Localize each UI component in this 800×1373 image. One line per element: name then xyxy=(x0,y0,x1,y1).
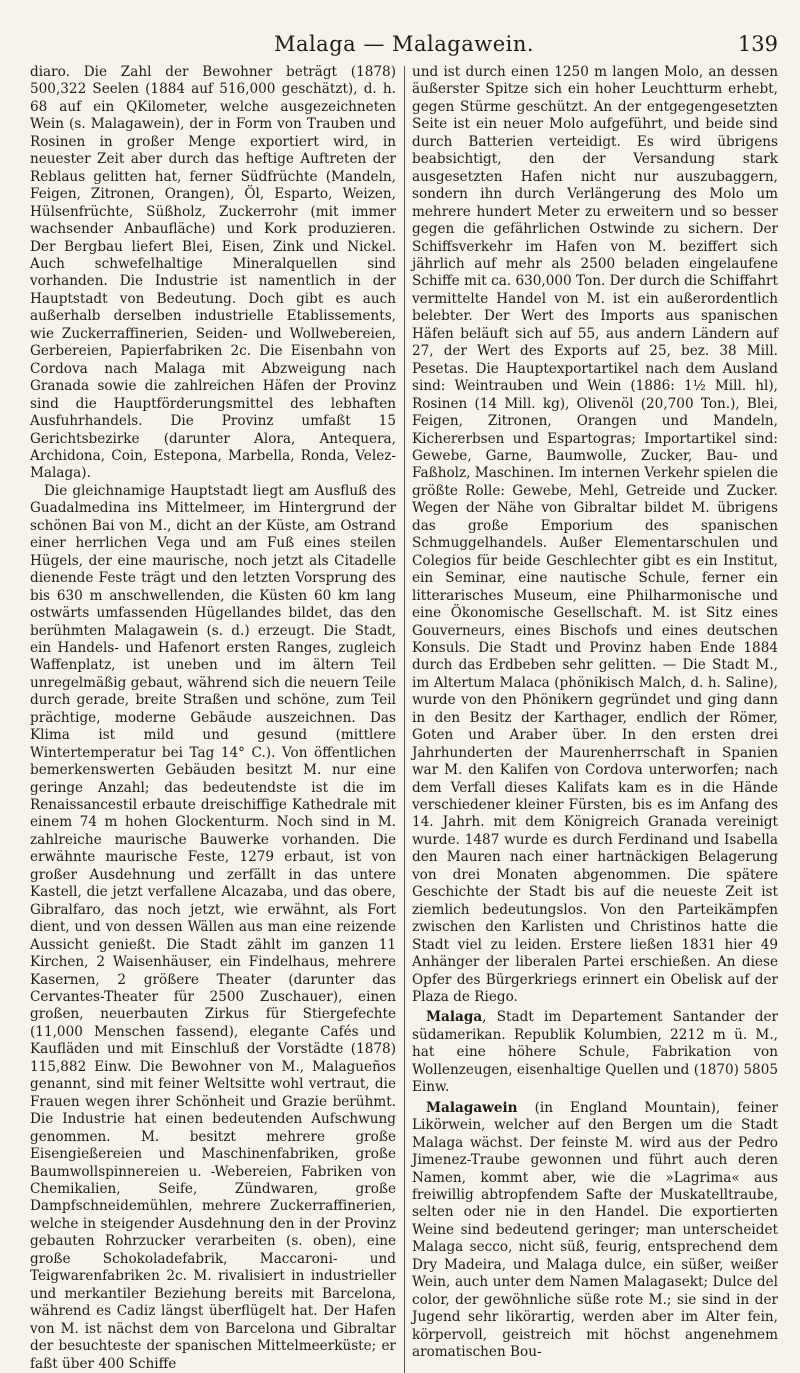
text-columns xyxy=(30,64,778,1373)
right-column xyxy=(412,64,778,1373)
paragraph-harbour-history: und ist durch einen 1250 m langen Molo, an dessen äußerster Spitze sich ein hoher Leuchtturm erhebt, gegen Stürme geschützt. An der entgegengesetzten Seite ist ein neuer Molo aufgeführt, und beide sind durch Batterien verteidigt. Es wird übrigens beabsichtigt, den der Versandung stark ausgesetzten Hafen nicht nur auszubaggern, sondern ihn durch Verlängerung des Molo um mehrere hundert Meter zu erweitern und so besser gegen die gefährlichen Ostwinde zu sichern. Der Schiffsverkehr im Hafen von M. beziffert sich jährlich auf mehr als 2500 beladen eingelaufene Schiffe mit ca. 630,000 Ton. Der durch die Schiffahrt vermittelte Handel von M. ist ein außerordentlich belebter. Der Wert des Imports aus spanischen Häfen beläuft sich auf 55, aus andern Ländern auf 27, der Wert des Exports auf 25, bez. 38 Mill. Pesetas. Die Hauptexportartikel nach dem Ausland sind: Weintrauben und Wein (1886: 1½ Mill. hl), Rosinen (14 Mill. kg), Olivenöl (20,700 Ton.), Blei, Feigen, Zitronen, Orangen und Mandeln, Kichererbsen und Espartogras; Importartikel sind: Gewebe, Garne, Baumwolle, Zucker, Bau- und Faßholz, Maschinen. Im internen Verkehr spielen die größte Rolle: Gewebe, Mehl, Getreide und Zucker. Wegen der Nähe von Gibraltar bildet M. übrigens das große Emporium des spanischen Schmuggelhandels. Außer Elementarschulen und Colegios für beide Geschlechter gibt es ein Institut, ein Seminar, eine nautische Schule, ferner ein litterarisches Museum, eine Philharmonische und eine Ökonomische Gesellschaft. M. ist Sitz eines Gouverneurs, eines Bischofs und eines deutschen Konsuls. Die Stadt und Provinz haben Ende 1884 durch das Erdbeben sehr gelitten. — Die Stadt M., im Altertum Malaca (phönikisch Malch, d. h. Saline), wurde von den Phönikern gegründet und ging dann in den Besitz der Karthager, endlich der Römer, Goten und Araber über. In den ersten drei Jahrhunderten der Maurenherrschaft in Spanien war M. den Kalifen von Cordova unterworfen; nach dem Verfall dieses Kalifats kam es in die Hände verschiedener kleiner Fürsten, bis es im Anfang des 14. Jahrh. mit dem Königreich Granada vereinigt wurde. 1487 wurde es durch Ferdinand und Isabella den Mauren nach einer hartnäckigen Belagerung von drei Monaten abgenommen. Die spätere Geschichte der Stadt bis auf die neueste Zeit ist ziemlich bedeutungslos. Von den Parteikämpfen zwischen den Karlisten und Christinos hatte die Stadt viel zu leiden. Erstere ließen 1831 hier 49 Anhänger der liberalen Partei erschießen. An diese Opfer des Bürgerkriegs erinnert ein Obelisk auf der Plaza de Riego. xyxy=(412,64,778,1006)
entry-headword: Malaga xyxy=(426,1009,483,1026)
entry-malagawein xyxy=(412,1100,778,1362)
left-column xyxy=(30,64,396,1373)
entry-malaga-colombia xyxy=(412,1009,778,1096)
entry-body: (in England Mountain), feiner Likörwein, welcher auf den Bergen um die Stadt Malaga wächst. Der feinste M. wird aus der Pedro Jimenez-Traube gewonnen und führt auch deren Namen, kommt aber, wie die »Lagrima« aus freiwillig abtropfendem Safte der Muskatelltraube, selten oder nie in den Handel. Die exportierten Weine sind bedeutend geringer; man unterscheidet Malaga secco, nicht süß, feurig, entsprechend dem Dry Madeira, und Malaga dulce, ein süßer, weißer Wein, auch unter dem Namen Malagasekt; Dulce del color, der gewöhnliche süße rote M.; sie sind in der Jugend sehr likörartig, werden aber im Alter fein, körpervoll, geistreich mit höchst angenehmem aromatischen Bou- xyxy=(412,1099,778,1361)
paragraph-province: diaro. Die Zahl der Bewohner beträgt (1878) 500,322 Seelen (1884 auf 516,000 geschätzt), d. h. 68 auf ein QKilometer, welche ausgezeichneten Wein (s. Malagawein), der in Form von Trauben und Rosinen in großer Menge exportiert wird, in neuester Zeit aber durch das heftige Auftreten der Reblaus gelitten hat, ferner Südfrüchte (Mandeln, Feigen, Zitronen, Orangen), Öl, Esparto, Weizen, Hülsenfrüchte, Süßholz, Zuckerrohr (mit immer wachsender Anbaufläche) und Kork produzieren. Der Bergbau liefert Blei, Eisen, Zink und Nickel. Auch schwefelhaltige Mineralquellen sind vorhanden. Die Industrie ist namentlich in der Hauptstadt von Bedeutung. Doch gibt es auch außerhalb derselben industrielle Etablissements, wie Zuckerraffinerien, Seiden- und Wollwebereien, Gerbereien, Papierfabriken 2c. Die Eisenbahn von Cordova nach Malaga mit Abzweigung nach Granada sowie die zahlreichen Häfen der Provinz sind die Hauptförderungsmittel des lebhaften Ausfuhrhandels. Die Provinz umfaßt 15 Gerichtsbezirke (darunter Alora, Antequera, Archidona, Coin, Estepona, Marbella, Ronda, Velez-Malaga). xyxy=(30,64,396,482)
column-divider xyxy=(404,66,405,1373)
entry-headword: Malagawein xyxy=(426,1099,518,1116)
paragraph-capital: Die gleichnamige Hauptstadt liegt am Ausfluß des Guadalmedina ins Mittelmeer, im Hintergrund der schönen Bai von M., dicht an der Küste, am Ostrand einer herrlichen Vega und am Fuß eines steilen Hügels, der eine maurische, noch jetzt als Citadelle dienende Feste trägt und den letzten Vorsprung des bis 630 m anschwellenden, die Küsten 60 km lang ostwärts umfassenden Hügellandes bildet, das den berühmten Malagawein (s. d.) erzeugt. Die Stadt, ein Handels- und Hafenort ersten Ranges, zugleich Waffenplatz, ist uneben und im ältern Teil unregelmäßig gebaut, während sich die neuern Teile durch gerade, breite Straßen und schöne, zum Teil prächtige, moderne Gebäude auszeichnen. Das Klima ist mild und gesund (mittlere Wintertemperatur bei Tag 14° C.). Von öffentlichen bemerkenswerten Gebäuden besitzt M. nur eine geringe Anzahl; das bedeutendste ist die im Renaissancestil erbaute dreischiffige Kathedrale mit einem 74 m hohen Glockenturm. Noch sind in M. zahlreiche maurische Bauwerke vorhanden. Die erwähnte maurische Feste, 1279 erbaut, ist von großer Ausdehnung und zerfällt in das untere Kastell, die jetzt verfallene Alcazaba, und das obere, Gibralfaro, das noch jetzt, wie erwähnt, als Fort dient, und von dessen Wällen aus man eine reizende Aussicht genießt. Die Stadt zählt im ganzen 11 Kirchen, 2 Waisenhäuser, ein Findelhaus, mehrere Kasernen, 2 größere Theater (darunter das Cervantes-Theater für 2500 Zuschauer), einen großen, neuerbauten Zirkus für Stiergefechte (11,000 Menschen fassend), elegante Cafés und Kaufläden und mit Einschluß der Vorstädte (1878) 115,882 Einw. Die Bewohner von M., Malagueños genannt, sind mit feiner Weltsitte wohl vertraut, die Frauen wegen ihrer Schönheit und Grazie berühmt. Die Industrie hat einen bedeutenden Aufschwung genommen. M. besitzt mehrere große Eisengießereien und Maschinenfabriken, große Baumwollspinnereien u. -Webereien, Fabriken von Chemikalien, Seife, Zündwaren, große Dampfschneidemühlen, mehrere Zuckerraffinerien, welche in steigender Ausdehnung den in der Provinz gebauten Rohrzucker verarbeiten (s. oben), eine große Schokoladefabrik, Maccaroni- und Teigwarenfabriken 2c. M. rivalisiert in industrieller und merkantiler Beziehung bereits mit Barcelona, während es Cadiz längst überflügelt hat. Der Hafen von M. ist nächst dem von Barcelona und Gibraltar der besuchteste der spanischen Mittelmeerküste; er faßt über 400 Schiffe xyxy=(30,482,396,1372)
running-head: Malaga — Malagawein. xyxy=(273,32,535,56)
page-number: 139 xyxy=(737,32,778,56)
entry-body: , Stadt im Departement Santander der südamerikan. Republik Kolumbien, 2212 m ü. M., hat eine höhere Schule, Fabrikation von Wollenzeugen, eisenhaltige Quellen und (1870) 5805 Einw. xyxy=(412,1009,778,1096)
page-header xyxy=(30,28,778,62)
